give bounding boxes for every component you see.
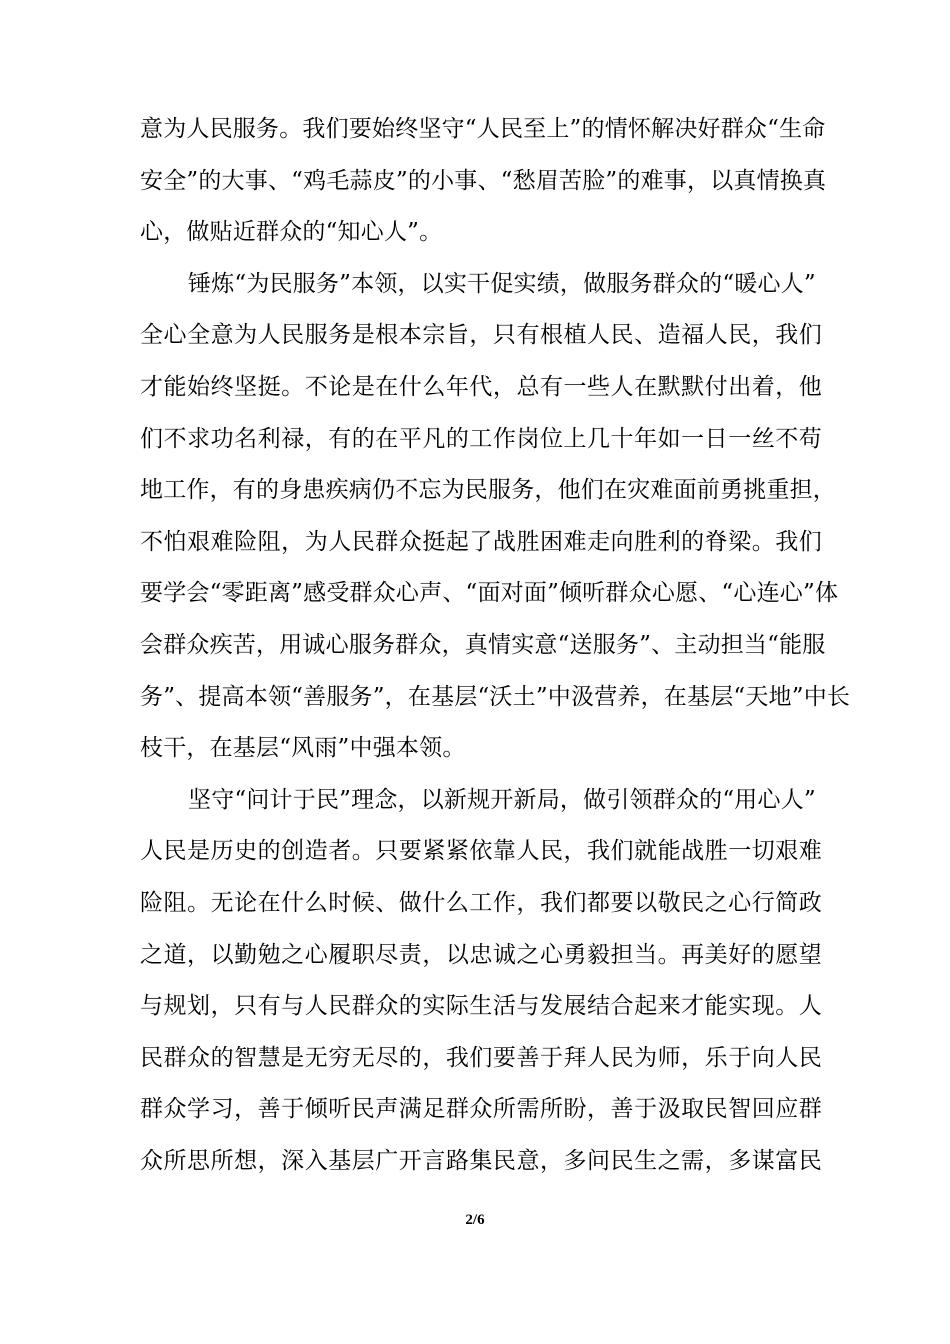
text-line: 地工作，有的身患疾病仍不忘为民服务，他们在灾难面前勇挑重担， <box>140 477 836 504</box>
text-line: 之道，以勤勉之心履职尽责，以忠诚之心勇毅担当。再美好的愿望 <box>140 941 822 968</box>
document-body <box>140 104 851 1187</box>
text-line: 险阻。无论在什么时候、做什么工作，我们都要以敬民之心行简政 <box>140 889 822 916</box>
text-line: 众所思所想，深入基层广开言路集民意，多问民生之需，多谋富民 <box>140 1147 822 1174</box>
text-line: 要学会“零距离”感受群众心声、“面对面”倾听群众心愿、“心连心”体 <box>140 580 839 607</box>
text-line: 安全”的大事、“鸡毛蒜皮”的小事、“愁眉苦脸”的难事，以真情换真 <box>140 167 827 194</box>
text-line: 枝干，在基层“风雨”中强本领。 <box>140 735 466 762</box>
page-number: 2/6 <box>465 1212 485 1228</box>
paragraph-heading-line: 锤炼“为民服务”本领，以实干促实绩，做服务群众的“暖心人” <box>188 270 816 297</box>
text-line: 与规划，只有与人民群众的实际生活与发展结合起来才能实现。人 <box>140 993 822 1020</box>
paragraph-heading-line: 坚守“问计于民”理念，以新规开新局，做引领群众的“用心人” <box>188 786 816 813</box>
text-line: 们不求功名利禄，有的在平凡的工作岗位上几十年如一日一丝不苟 <box>140 425 822 452</box>
text-line: 会群众疾苦，用诚心服务群众，真情实意“送服务”、主动担当“能服 <box>140 631 826 658</box>
text-line: 人民是历史的创造者。只要紧紧依靠人民，我们就能战胜一切艰难 <box>140 838 822 865</box>
text-line: 全心全意为人民服务是根本宗旨，只有根植人民、造福人民，我们 <box>140 322 822 349</box>
text-line: 心，做贴近群众的“知心人”。 <box>140 219 443 246</box>
text-line: 不怕艰难险阻，为人民群众挺起了战胜困难走向胜利的脊梁。我们 <box>140 528 822 555</box>
text-line: 群众学习，善于倾听民声满足群众所需所盼，善于汲取民智回应群 <box>140 1096 822 1123</box>
text-line: 务”、提高本领“善服务”，在基层“沃土”中汲营养，在基层“天地”中长 <box>140 683 851 710</box>
text-line: 才能始终坚挺。不论是在什么年代，总有一些人在默默付出着，他 <box>140 373 822 400</box>
text-line: 民群众的智慧是无穷无尽的，我们要善于拜人民为师，乐于向人民 <box>140 1044 822 1071</box>
text-line: 意为人民服务。我们要始终坚守“人民至上”的情怀解决好群众“生命 <box>140 116 826 142</box>
